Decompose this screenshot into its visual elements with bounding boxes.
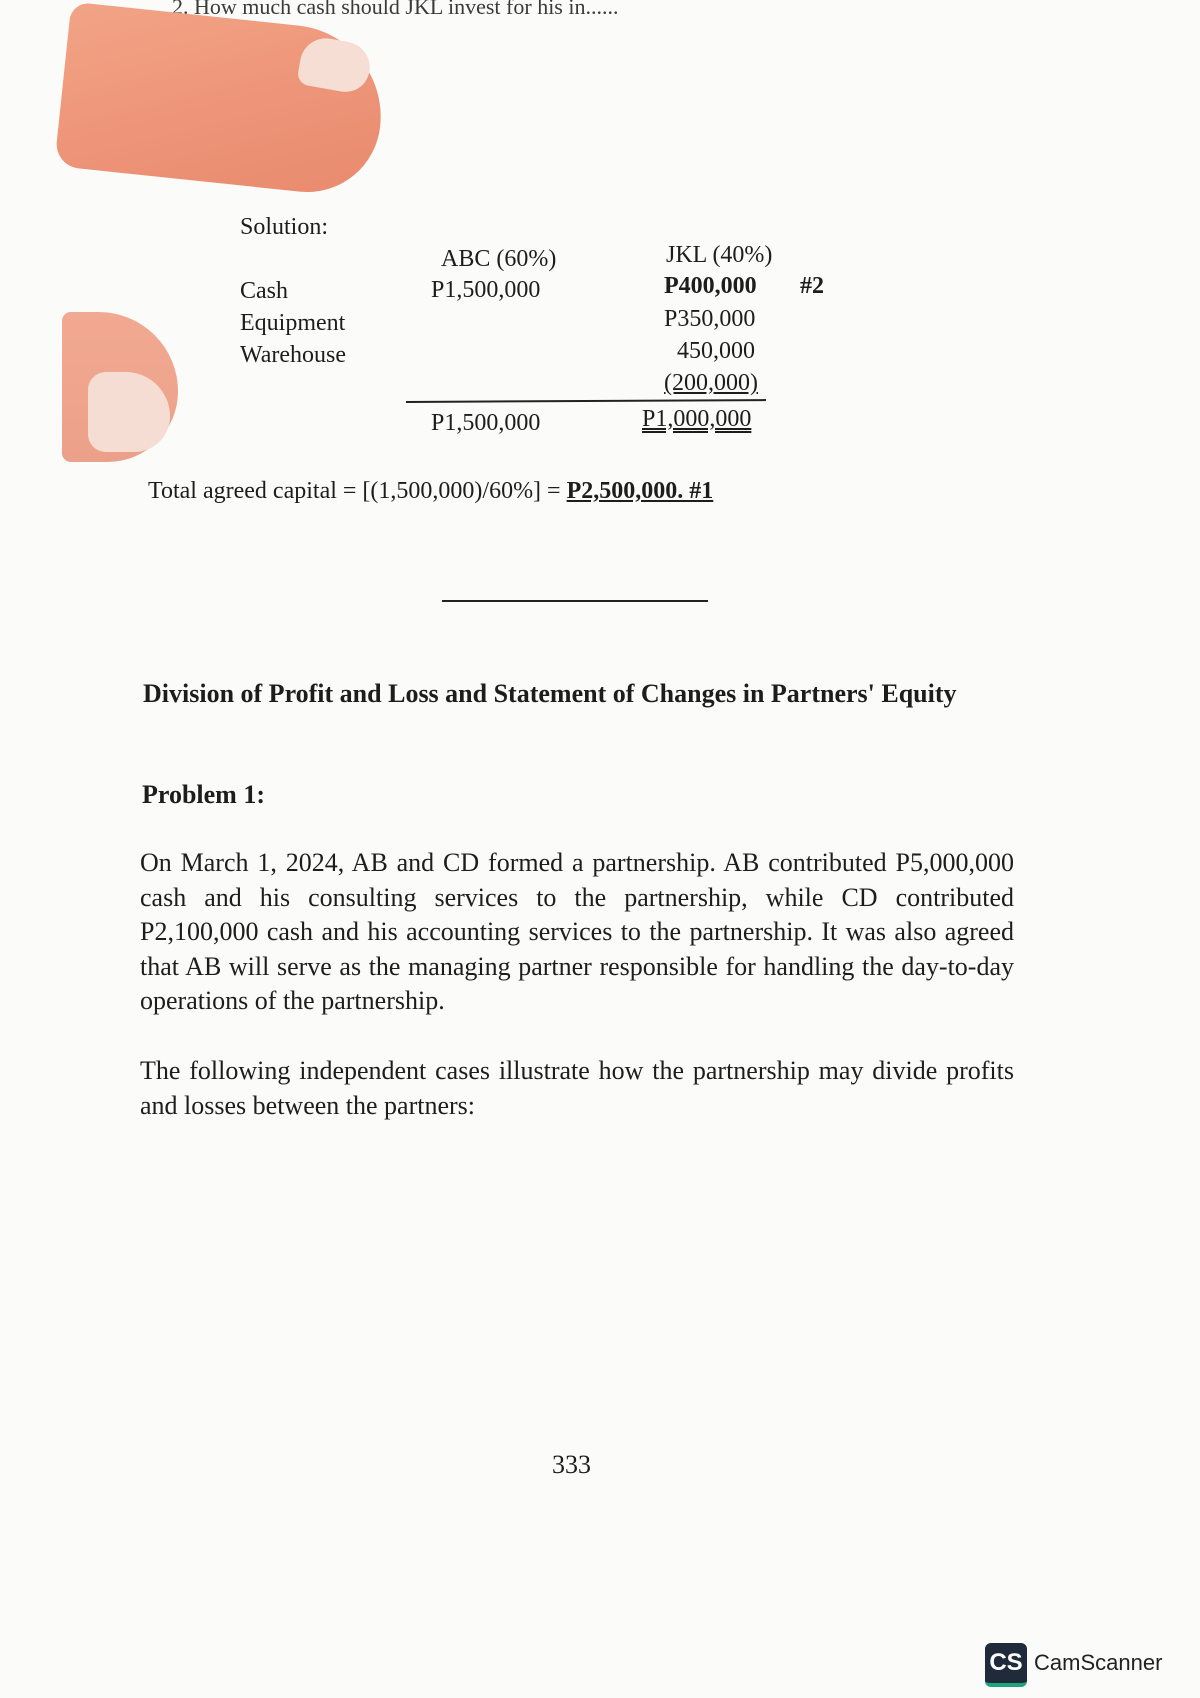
warehouse-jkl-value: 450,000 bbox=[677, 338, 755, 364]
adjustment-jkl-value: (200,000) bbox=[664, 370, 758, 396]
problem-label: Problem 1: bbox=[142, 780, 265, 809]
finger-occlusion-top bbox=[54, 2, 389, 200]
question-text: 2. How much cash should JKL invest for his in...... bbox=[172, 0, 619, 19]
cash-jkl-note: #2 bbox=[800, 273, 824, 299]
cash-jkl-value: P400,000 bbox=[664, 273, 757, 299]
total-jkl-value: P1,000,000 bbox=[642, 406, 752, 432]
total-abc-value: P1,500,000 bbox=[431, 410, 541, 436]
row-label-cash: Cash bbox=[240, 278, 288, 304]
camscanner-watermark-text: CamScanner bbox=[1034, 1650, 1163, 1675]
col-header-jkl: JKL (40%) bbox=[666, 242, 773, 268]
problem-paragraph-2: The following independent cases illustrate how the partnership may divide profits and losses between the partners: bbox=[140, 1056, 1014, 1120]
equipment-jkl-value: P350,000 bbox=[664, 306, 756, 332]
problem-paragraph-1: On March 1, 2024, AB and CD formed a partnership. AB contributed P5,000,000 cash and his consulting services to the partnership, while CD contributed P2,100,000 cash and his accounting services to the partnership. It was also agreed that AB will serve as the managing partner responsible for handling the day-to-day operations of the partnership. bbox=[140, 848, 1014, 1015]
page-number: 333 bbox=[552, 1450, 591, 1479]
cash-abc-value: P1,500,000 bbox=[431, 277, 541, 303]
row-label-warehouse: Warehouse bbox=[240, 342, 347, 368]
solution-label: Solution: bbox=[240, 214, 329, 240]
total-agreed-capital-formula bbox=[148, 478, 713, 505]
section-heading: Division of Profit and Loss and Statement of Changes in Partners' Equity bbox=[143, 679, 957, 708]
row-label-equipment: Equipment bbox=[240, 310, 346, 336]
total-rule bbox=[406, 399, 766, 403]
formula-text: Total agreed capital = [(1,500,000)/60%] = bbox=[148, 478, 567, 504]
formula-result: P2,500,000. #1 bbox=[566, 478, 714, 504]
col-header-abc: ABC (60%) bbox=[441, 246, 557, 272]
section-separator bbox=[442, 600, 708, 602]
camscanner-logo-icon: CS bbox=[985, 1643, 1027, 1687]
